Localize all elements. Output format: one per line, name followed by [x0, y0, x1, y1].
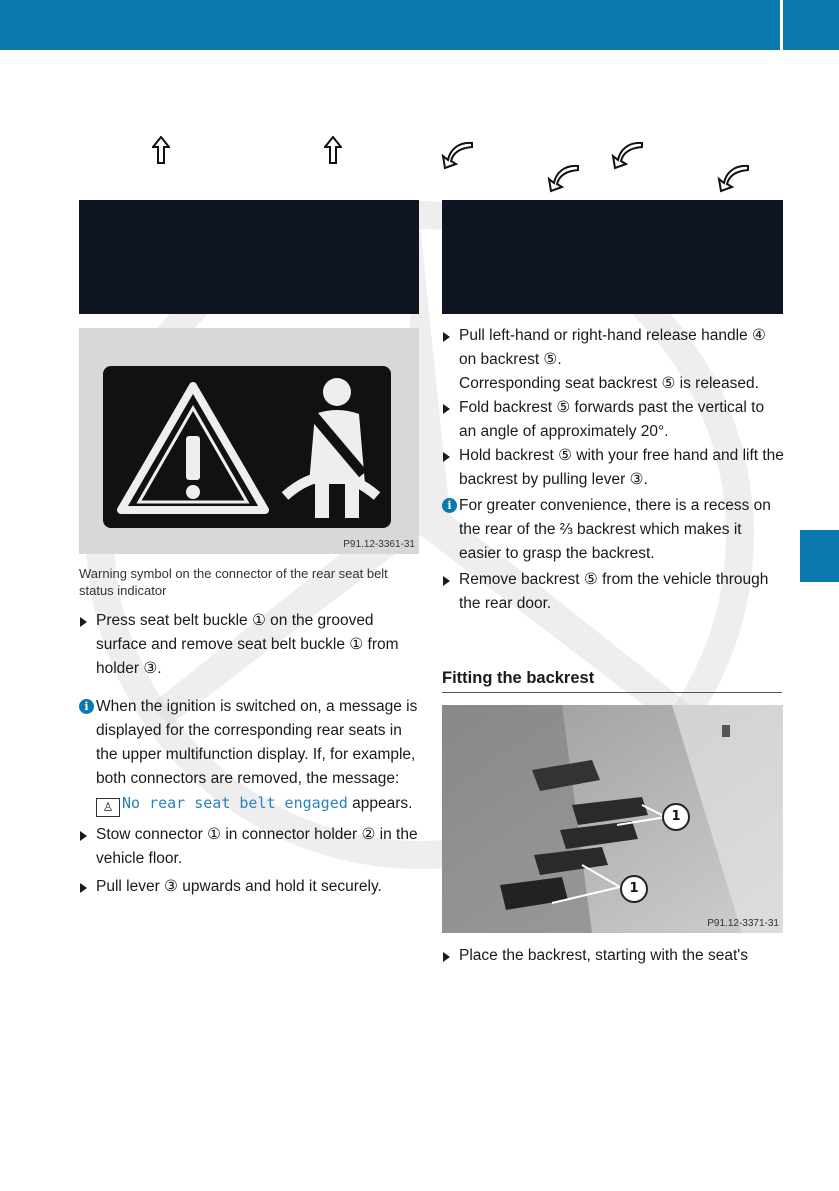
- left-info: [79, 695, 419, 817]
- step-item: [79, 823, 419, 871]
- info-text: For greater convenience, there is a recess on the rear of the ⅔ backrest which makes it easier to grasp the backrest.: [459, 497, 771, 562]
- step-text: Hold backrest ⑤ with your free hand and lift the backrest by pulling lever ③.: [459, 447, 784, 488]
- fitting-steps: [442, 944, 784, 968]
- warning-symbol-photo: [79, 328, 419, 554]
- curved-arrow-icon: [610, 140, 644, 170]
- step-item: [79, 609, 419, 681]
- step-text: Pull lever ③ upwards and hold it securely.: [96, 878, 382, 895]
- warning-box-right: [442, 200, 783, 314]
- step-item: [442, 944, 784, 968]
- step-result: Corresponding seat backrest ⑤ is released.: [459, 375, 759, 392]
- photo-caption: Warning symbol on the connector of the rear seat belt status indicator: [79, 566, 388, 598]
- up-arrow-icon: [324, 136, 342, 164]
- step-triangle-icon: [443, 952, 450, 962]
- display-message: No rear seat belt engaged: [122, 794, 348, 812]
- seatbelt-display-icon: ♙: [96, 798, 120, 817]
- right-column: [442, 324, 784, 616]
- curved-arrow-icon: [440, 140, 474, 170]
- step-item: [442, 444, 784, 492]
- header-right-block: [783, 0, 839, 50]
- header-bar: [0, 0, 780, 50]
- chapter-side-tab: [800, 530, 839, 582]
- info-note: [79, 695, 419, 817]
- step-triangle-icon: [443, 576, 450, 586]
- curved-arrow-icon: [716, 163, 750, 193]
- step-text: Press seat belt buckle ① on the grooved surface and remove seat belt buckle ① from holder ③.: [96, 612, 399, 677]
- callout-1: 1: [662, 803, 690, 831]
- info-text-end: appears.: [347, 795, 413, 812]
- step-item: [442, 396, 784, 444]
- seatbelt-person-icon: [275, 374, 385, 524]
- info-icon: i: [79, 699, 94, 714]
- step-item: [442, 324, 784, 372]
- section-heading: Fitting the backrest: [442, 669, 782, 693]
- step-text: Stow connector ① in connector holder ② in the vehicle floor.: [96, 826, 418, 867]
- info-text: When the ignition is switched on, a message is displayed for the corresponding rear seats in the upper multifunction display. If, for example, both connectors are removed, the message:: [96, 698, 418, 787]
- callout-1: 1: [620, 875, 648, 903]
- step-text: Remove backrest ⑤ from the vehicle through the rear door.: [459, 571, 769, 612]
- step-triangle-icon: [443, 452, 450, 462]
- step-text: Fold backrest ⑤ forwards past the vertical to an angle of approximately 20°.: [459, 399, 765, 440]
- step-item: [442, 568, 784, 616]
- step-text: Pull left-hand or right-hand release handle ④ on backrest ⑤.: [459, 327, 766, 368]
- left-steps-2: [79, 823, 419, 899]
- step-triangle-icon: [443, 404, 450, 414]
- curved-arrow-icon: [546, 163, 580, 193]
- step-text: Place the backrest, starting with the seat's: [459, 947, 748, 964]
- left-column: [79, 565, 419, 899]
- step-triangle-icon: [80, 617, 87, 627]
- interior-photo: [442, 705, 783, 933]
- warning-triangle-icon: [113, 378, 273, 518]
- up-arrow-icon: [152, 136, 170, 164]
- info-icon: i: [442, 498, 457, 513]
- warning-box-left: [79, 200, 419, 314]
- step-triangle-icon: [443, 332, 450, 342]
- photo-code: P91.12-3361-31: [343, 539, 415, 550]
- step-triangle-icon: [80, 831, 87, 841]
- left-steps: [79, 609, 419, 681]
- step-triangle-icon: [80, 883, 87, 893]
- photo-code: P91.12-3371-31: [707, 918, 779, 929]
- step-item: [79, 875, 419, 899]
- info-note: [442, 494, 784, 566]
